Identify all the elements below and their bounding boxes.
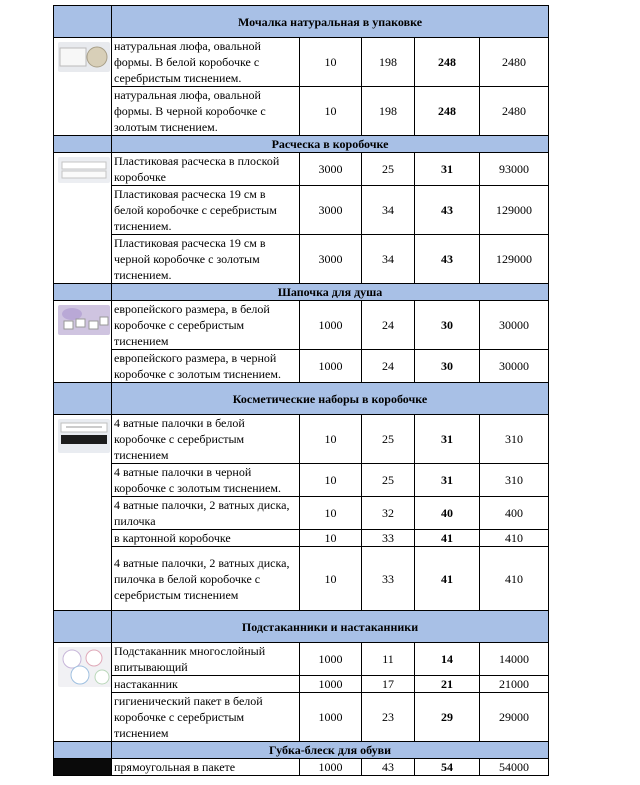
table-row	[54, 530, 549, 547]
quantity-cell: 3000	[300, 153, 362, 186]
price-cell: 43	[362, 759, 415, 776]
price-cell: 23	[362, 693, 415, 742]
total-cell: 410	[480, 530, 549, 547]
price-bold-cell: 41	[415, 547, 480, 611]
section-header	[54, 742, 549, 759]
product-description: Подстаканник многослойный впитывающий	[112, 643, 300, 676]
price-cell: 17	[362, 676, 415, 693]
section-title: Губка-блеск для обуви	[112, 742, 549, 759]
section-title: Косметические наборы в коробочке	[112, 383, 549, 415]
table-row	[54, 301, 549, 350]
price-cell: 25	[362, 464, 415, 497]
section-title: Мочалка натуральная в упаковке	[112, 6, 549, 38]
table-row	[54, 693, 549, 742]
product-description: натуральная люфа, овальной формы. В белой коробочке с серебристым тиснением.	[112, 38, 300, 87]
shower-cap-icon	[58, 305, 110, 335]
table-row	[54, 153, 549, 186]
table-row	[54, 38, 549, 87]
price-bold-cell: 14	[415, 643, 480, 676]
total-cell: 14000	[480, 643, 549, 676]
price-bold-cell: 31	[415, 415, 480, 464]
product-description: Пластиковая расческа в плоской коробочке	[112, 153, 300, 186]
price-cell: 25	[362, 153, 415, 186]
total-cell: 410	[480, 547, 549, 611]
total-cell: 30000	[480, 301, 549, 350]
table-row	[54, 547, 549, 611]
total-cell: 93000	[480, 153, 549, 186]
price-cell: 33	[362, 530, 415, 547]
comb-icon	[58, 157, 110, 183]
quantity-cell: 10	[300, 530, 362, 547]
section-title: Подстаканники и настаканники	[112, 611, 549, 643]
section-title: Шапочка для душа	[112, 284, 549, 301]
product-description: европейского размера, в черной коробочке с золотым тиснением.	[112, 350, 300, 383]
table-row	[54, 87, 549, 136]
shower-cap-image	[54, 301, 112, 383]
comb-box-image	[54, 153, 112, 284]
price-bold-cell: 29	[415, 693, 480, 742]
coaster-icon	[58, 647, 112, 687]
section-title: Расческа в коробочке	[112, 136, 549, 153]
section-header	[54, 611, 549, 643]
product-description: настаканник	[112, 676, 300, 693]
shoe-sponge-image	[54, 759, 112, 776]
quantity-cell: 1000	[300, 301, 362, 350]
table-row	[54, 759, 549, 776]
price-bold-cell: 21	[415, 676, 480, 693]
table-row	[54, 235, 549, 284]
product-description: Пластиковая расческа 19 см в черной коробочке с золотым тиснением.	[112, 235, 300, 284]
price-bold-cell: 31	[415, 464, 480, 497]
quantity-cell: 10	[300, 464, 362, 497]
quantity-cell: 3000	[300, 235, 362, 284]
quantity-cell: 10	[300, 87, 362, 136]
price-cell: 11	[362, 643, 415, 676]
quantity-cell: 10	[300, 415, 362, 464]
product-description: 4 ватные палочки в белой коробочке с серебристым тиснением	[112, 415, 300, 464]
price-cell: 198	[362, 87, 415, 136]
product-description: натуральная люфа, овальной формы. В черной коробочке с золотым тиснением.	[112, 87, 300, 136]
section-header	[54, 6, 549, 38]
price-cell: 24	[362, 350, 415, 383]
total-cell: 400	[480, 497, 549, 530]
total-cell: 21000	[480, 676, 549, 693]
price-bold-cell: 43	[415, 186, 480, 235]
price-bold-cell: 54	[415, 759, 480, 776]
product-description: Пластиковая расческа 19 см в белой коробочке с серебристым тиснением.	[112, 186, 300, 235]
quantity-cell: 10	[300, 497, 362, 530]
price-cell: 25	[362, 415, 415, 464]
quantity-cell: 1000	[300, 350, 362, 383]
table-row	[54, 497, 549, 530]
table-row	[54, 350, 549, 383]
price-table	[53, 5, 549, 776]
price-bold-cell: 248	[415, 87, 480, 136]
table-row	[54, 186, 549, 235]
total-cell: 54000	[480, 759, 549, 776]
loofah-icon	[58, 42, 110, 72]
coaster-image	[54, 643, 112, 742]
price-bold-cell: 40	[415, 497, 480, 530]
section-header	[54, 383, 549, 415]
quantity-cell: 1000	[300, 693, 362, 742]
price-cell: 32	[362, 497, 415, 530]
price-cell: 33	[362, 547, 415, 611]
total-cell: 129000	[480, 186, 549, 235]
table-row	[54, 415, 549, 464]
quantity-cell: 1000	[300, 676, 362, 693]
quantity-cell: 10	[300, 38, 362, 87]
price-cell: 34	[362, 235, 415, 284]
product-description: 4 ватные палочки, 2 ватных диска, пилочка в белой коробочке с серебристым тиснением	[112, 547, 300, 611]
cosmetic-set-image	[54, 415, 112, 611]
price-bold-cell: 31	[415, 153, 480, 186]
price-cell: 24	[362, 301, 415, 350]
price-bold-cell: 41	[415, 530, 480, 547]
total-cell: 2480	[480, 87, 549, 136]
total-cell: 129000	[480, 235, 549, 284]
quantity-cell: 1000	[300, 643, 362, 676]
quantity-cell: 1000	[300, 759, 362, 776]
table-row	[54, 643, 549, 676]
price-bold-cell: 30	[415, 301, 480, 350]
total-cell: 310	[480, 464, 549, 497]
product-description: прямоугольная в пакете	[112, 759, 300, 776]
total-cell: 2480	[480, 38, 549, 87]
section-header	[54, 136, 549, 153]
product-description: 4 ватные палочки, 2 ватных диска, пилочка	[112, 497, 300, 530]
total-cell: 30000	[480, 350, 549, 383]
quantity-cell: 10	[300, 547, 362, 611]
table-row	[54, 464, 549, 497]
section-header	[54, 284, 549, 301]
product-description: европейского размера, в белой коробочке с серебристым тиснением	[112, 301, 300, 350]
quantity-cell: 3000	[300, 186, 362, 235]
table-row	[54, 676, 549, 693]
product-description: в картонной коробочке	[112, 530, 300, 547]
product-description: гигиенический пакет в белой коробочке с серебристым тиснением	[112, 693, 300, 742]
price-bold-cell: 30	[415, 350, 480, 383]
price-cell: 198	[362, 38, 415, 87]
cosmetic-set-icon	[58, 419, 110, 453]
total-cell: 310	[480, 415, 549, 464]
product-description: 4 ватные палочки в черной коробочке с золотым тиснением.	[112, 464, 300, 497]
loofah-sponge-image	[54, 38, 112, 136]
price-bold-cell: 248	[415, 38, 480, 87]
price-bold-cell: 43	[415, 235, 480, 284]
price-cell: 34	[362, 186, 415, 235]
total-cell: 29000	[480, 693, 549, 742]
